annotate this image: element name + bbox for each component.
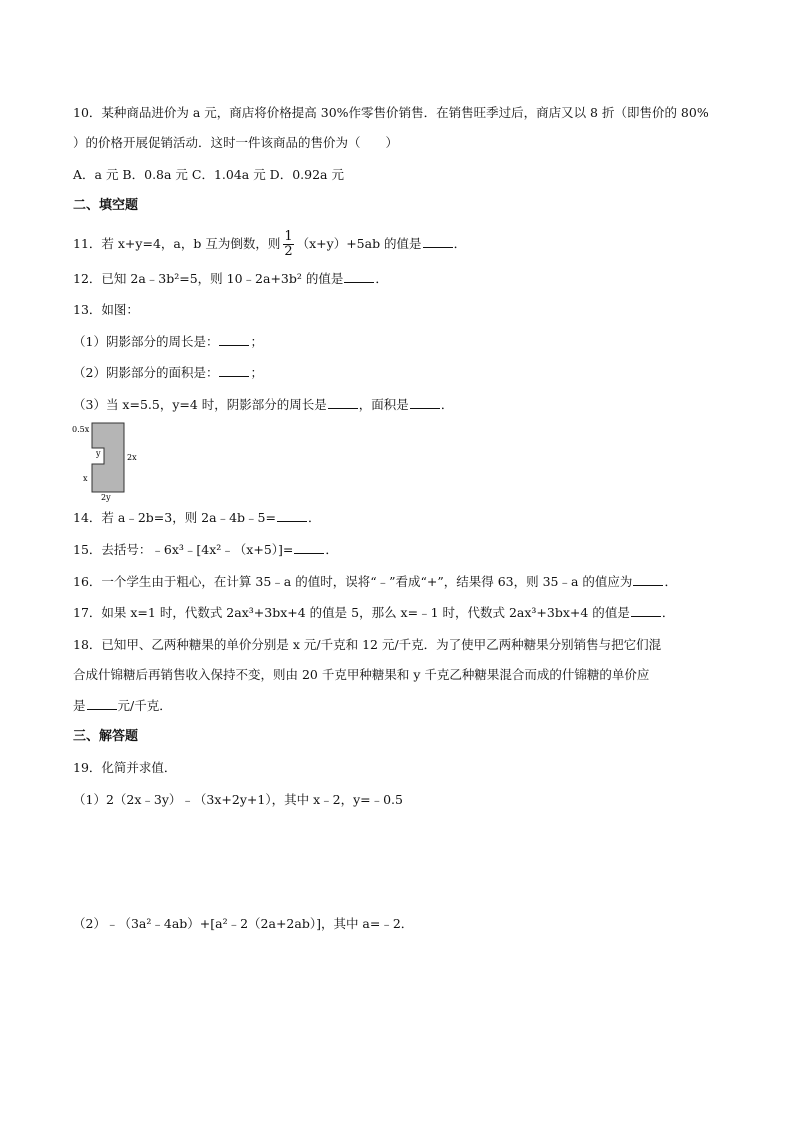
- q15-text: 15．去括号：﹣6x³﹣[4x²﹣（x+5）]=: [73, 542, 294, 557]
- q13-part2: [73, 364, 263, 382]
- question-16: [73, 573, 677, 591]
- answer-blank: [410, 396, 440, 409]
- answer-blank: [633, 573, 663, 586]
- q17-text: 17．如果 x=1 时，代数式 2ax³+3bx+4 的值是 5，那么 x=﹣1 时，代数式 2ax³+3bx+4 的值是: [73, 605, 630, 620]
- q12-text: 12．已知 2a﹣3b²=5，则 10﹣2a+3b² 的值是: [73, 271, 344, 286]
- answer-blank: [328, 396, 358, 409]
- q13-part1-text: （1）阴影部分的周长是：: [73, 334, 219, 349]
- q14-text: 14．若 a﹣2b=3，则 2a﹣4b﹣5=: [73, 510, 276, 525]
- q11-text-after: （x+y）+5ab 的值是: [296, 236, 422, 251]
- q19-title: 19．化简并求值．: [73, 760, 177, 775]
- answer-blank: [423, 235, 453, 248]
- answer-blank: [219, 333, 249, 346]
- q10-line2: ）的价格开展促销活动．这时一件该商品的售价为（ ）: [73, 135, 399, 150]
- answer-blank: [631, 604, 661, 617]
- q19-part1: （1）2（2x﹣3y）﹣（3x+2y+1），其中 x﹣2，y=﹣0.5: [73, 792, 403, 807]
- q13-part3-mid: ，面积是: [358, 397, 409, 412]
- q13-part1-end: ；: [250, 334, 263, 349]
- answer-blank: [219, 364, 249, 377]
- q13-title: 13．如图：: [73, 302, 139, 317]
- q13-part3: [73, 396, 453, 414]
- q11-text: 11．若 x+y=4，a，b 互为倒数，则: [73, 236, 281, 251]
- question-17: [73, 604, 674, 622]
- label-2y: 2y: [101, 493, 111, 502]
- answer-blank: [87, 697, 117, 710]
- q14-end: ．: [307, 510, 321, 525]
- q12-end: ．: [375, 271, 388, 286]
- label-x: x: [83, 474, 88, 483]
- q15-end: ．: [325, 542, 338, 557]
- label-y: y: [96, 449, 101, 458]
- section-answer-title: 三、解答题: [73, 729, 139, 744]
- frac-denominator: 2: [284, 244, 293, 259]
- q13-part1: [73, 333, 263, 351]
- q13-part2-text: （2）阴影部分的面积是：: [73, 365, 219, 380]
- q18-line2: 合成什锦糖后再销售收入保持不变，则由 20 千克甲种糖果和 y 千克乙种糖果混合而成的什锦糖的单价应: [73, 667, 650, 682]
- q11-end: ．: [453, 236, 467, 251]
- question-14: [73, 509, 321, 527]
- q13-part3-end: ．: [440, 397, 454, 412]
- q19-part2: （2）﹣（3a²﹣4ab）+[a²﹣2（2a+2ab）]，其中 a=﹣2．: [73, 916, 414, 931]
- q16-text: 16．一个学生由于粗心，在计算 35﹣a 的值时，误将“﹣”看成“+”，结果得 63，则 35﹣a 的值应为: [73, 574, 633, 589]
- q18-line1: 18．已知甲、乙两种糖果的单价分别是 x 元/千克和 12 元/千克．为了使甲乙两种糖果分别销售与把它们混: [73, 637, 662, 652]
- answer-blank: [294, 541, 324, 554]
- q18-line3: [73, 697, 172, 715]
- q10-options: A．a 元 B．0.8a 元 C．1.04a 元 D．0.92a 元: [73, 167, 344, 182]
- question-12: [73, 270, 388, 288]
- answer-blank: [277, 509, 307, 522]
- q16-end: ．: [664, 574, 677, 589]
- shaded-shape-figure: [70, 420, 150, 502]
- answer-blank: [344, 270, 374, 283]
- frac-numerator: 1: [284, 229, 293, 244]
- q18-line3-start: 是: [73, 698, 86, 713]
- q17-end: ．: [661, 605, 675, 620]
- label-2x: 2x: [127, 453, 137, 462]
- label-0-5x: 0.5x: [72, 425, 90, 434]
- q10-line1: 10．某种商品进价为 a 元，商店将价格提高 30%作零售价销售．在销售旺季过后，商店又以 8 折（即售价的 80%: [73, 105, 709, 120]
- q13-part2-end: ；: [250, 365, 263, 380]
- fraction-half: [283, 230, 293, 259]
- q13-part3-text: （3）当 x=5.5，y=4 时，阴影部分的周长是: [73, 397, 327, 412]
- question-11: [73, 230, 466, 259]
- question-15: [73, 541, 338, 559]
- q18-line3-end: 元/千克．: [117, 698, 172, 713]
- section-fill-in-title: 二、填空题: [73, 198, 139, 213]
